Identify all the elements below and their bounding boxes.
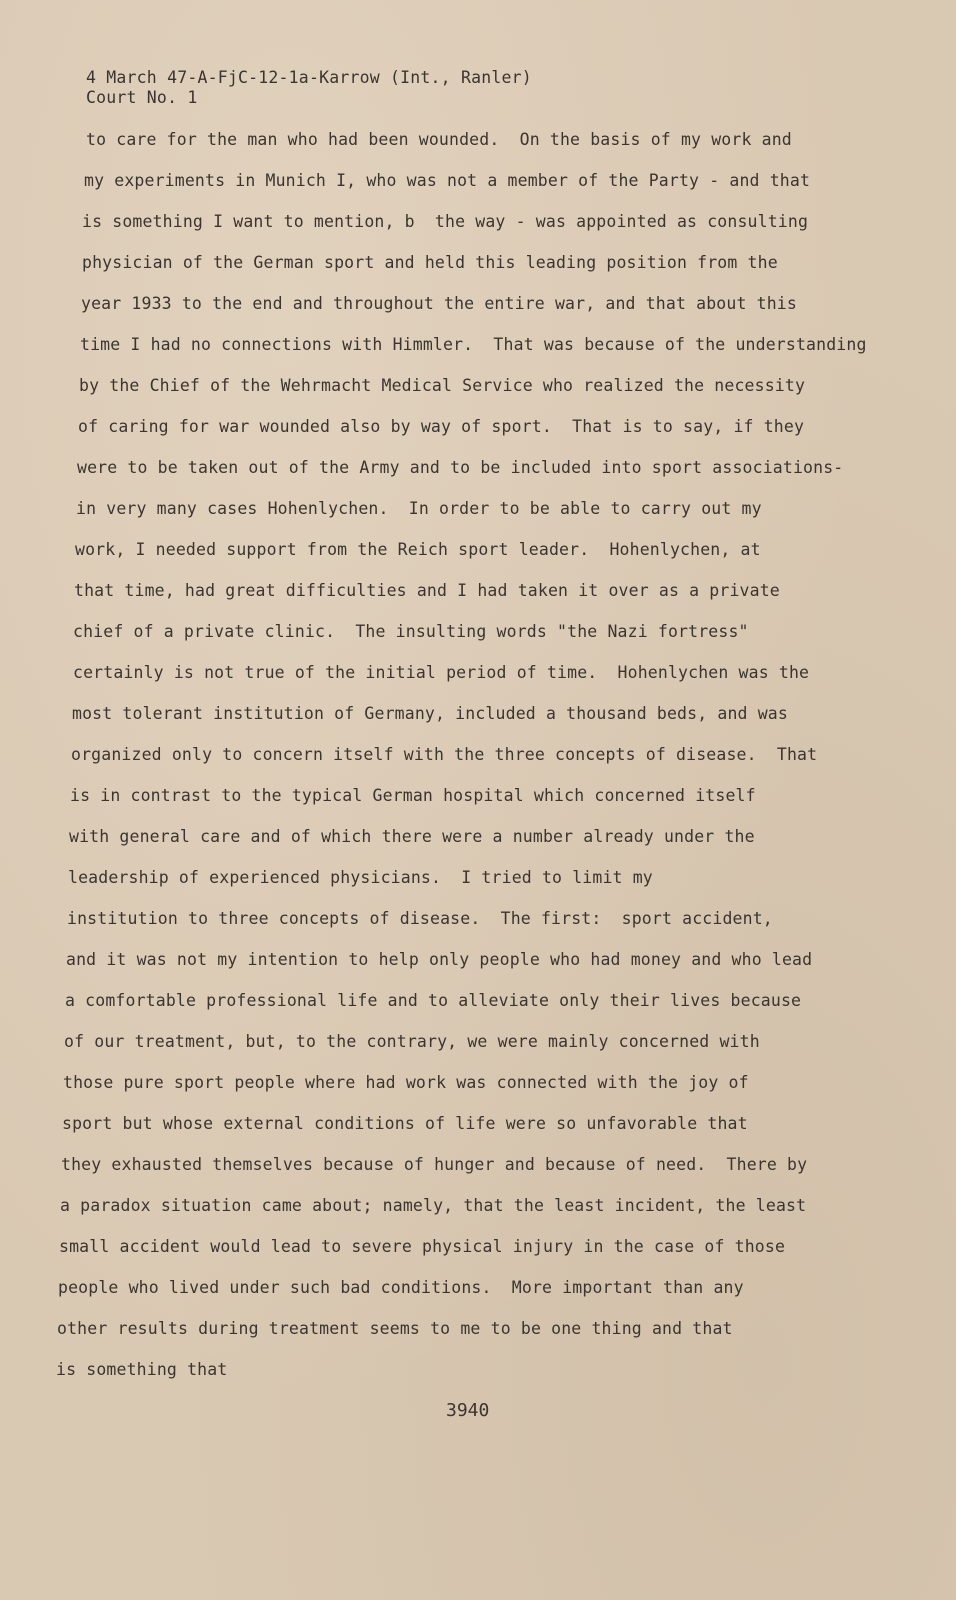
transcript-line: certainly is not true of the initial period of time. Hohenlychen was the (73, 663, 810, 682)
header-court-line: Court No. 1 (86, 88, 198, 107)
header-case-line: 4 March 47-A-FjC-12-1a-Karrow (Int., Ranler) (86, 68, 532, 87)
transcript-line: physician of the German sport and held this leading position from the (82, 253, 778, 272)
transcript-line: is something I want to mention, b the way - was appointed as consulting (82, 212, 809, 231)
transcript-line: my experiments in Munich I, who was not a member of the Party - and that (84, 171, 811, 190)
transcript-line: a paradox situation came about; namely, that the least incident, the least (60, 1196, 807, 1215)
transcript-line: sport but whose external conditions of life were so unfavorable that (62, 1114, 748, 1133)
transcript-line: work, I needed support from the Reich sport leader. Hohenlychen, at (75, 540, 761, 559)
transcript-line: with general care and of which there were a number already under the (69, 827, 755, 846)
transcript-line: organized only to concern itself with the three concepts of disease. That (71, 745, 818, 764)
transcript-line: and it was not my intention to help only people who had money and who lead (66, 950, 813, 969)
transcript-line: in very many cases Hohenlychen. In order to be able to carry out my (76, 499, 762, 518)
transcript-line: that time, had great difficulties and I had taken it over as a private (74, 581, 780, 600)
transcript-line: is in contrast to the typical German hospital which concerned itself (70, 786, 756, 805)
transcript-line: were to be taken out of the Army and to be included into sport associations- (77, 458, 844, 477)
transcript-line: most tolerant institution of Germany, included a thousand beds, and was (72, 704, 788, 723)
transcript-line: they exhausted themselves because of hunger and because of need. There by (61, 1155, 808, 1174)
transcript-line: other results during treatment seems to me to be one thing and that (57, 1319, 733, 1338)
transcript-line: of our treatment, but, to the contrary, we were mainly concerned with (64, 1032, 760, 1051)
transcript-line: small accident would lead to severe physical injury in the case of those (59, 1237, 786, 1256)
transcript-line: time I had no connections with Himmler. That was because of the understanding (80, 335, 867, 354)
transcript-line: chief of a private clinic. The insulting words "the Nazi fortress" (73, 622, 749, 641)
transcript-line: of caring for war wounded also by way of sport. That is to say, if they (78, 417, 805, 436)
page-number: 3940 (446, 1400, 490, 1421)
transcript-line: institution to three concepts of disease. The first: sport accident, (67, 909, 773, 928)
transcript-line: people who lived under such bad conditions. More important than any (58, 1278, 744, 1297)
transcript-line: by the Chief of the Wehrmacht Medical Service who realized the necessity (79, 376, 806, 395)
transcript-line: year 1933 to the end and throughout the entire war, and that about this (81, 294, 797, 313)
transcript-line: is something that (56, 1360, 228, 1379)
transcript-line: leadership of experienced physicians. I tried to limit my (68, 868, 653, 887)
transcript-line: those pure sport people where had work was connected with the joy of (63, 1073, 749, 1092)
transcript-line: to care for the man who had been wounded. On the basis of my work and (86, 130, 792, 149)
transcript-line: a comfortable professional life and to alleviate only their lives because (65, 991, 802, 1010)
